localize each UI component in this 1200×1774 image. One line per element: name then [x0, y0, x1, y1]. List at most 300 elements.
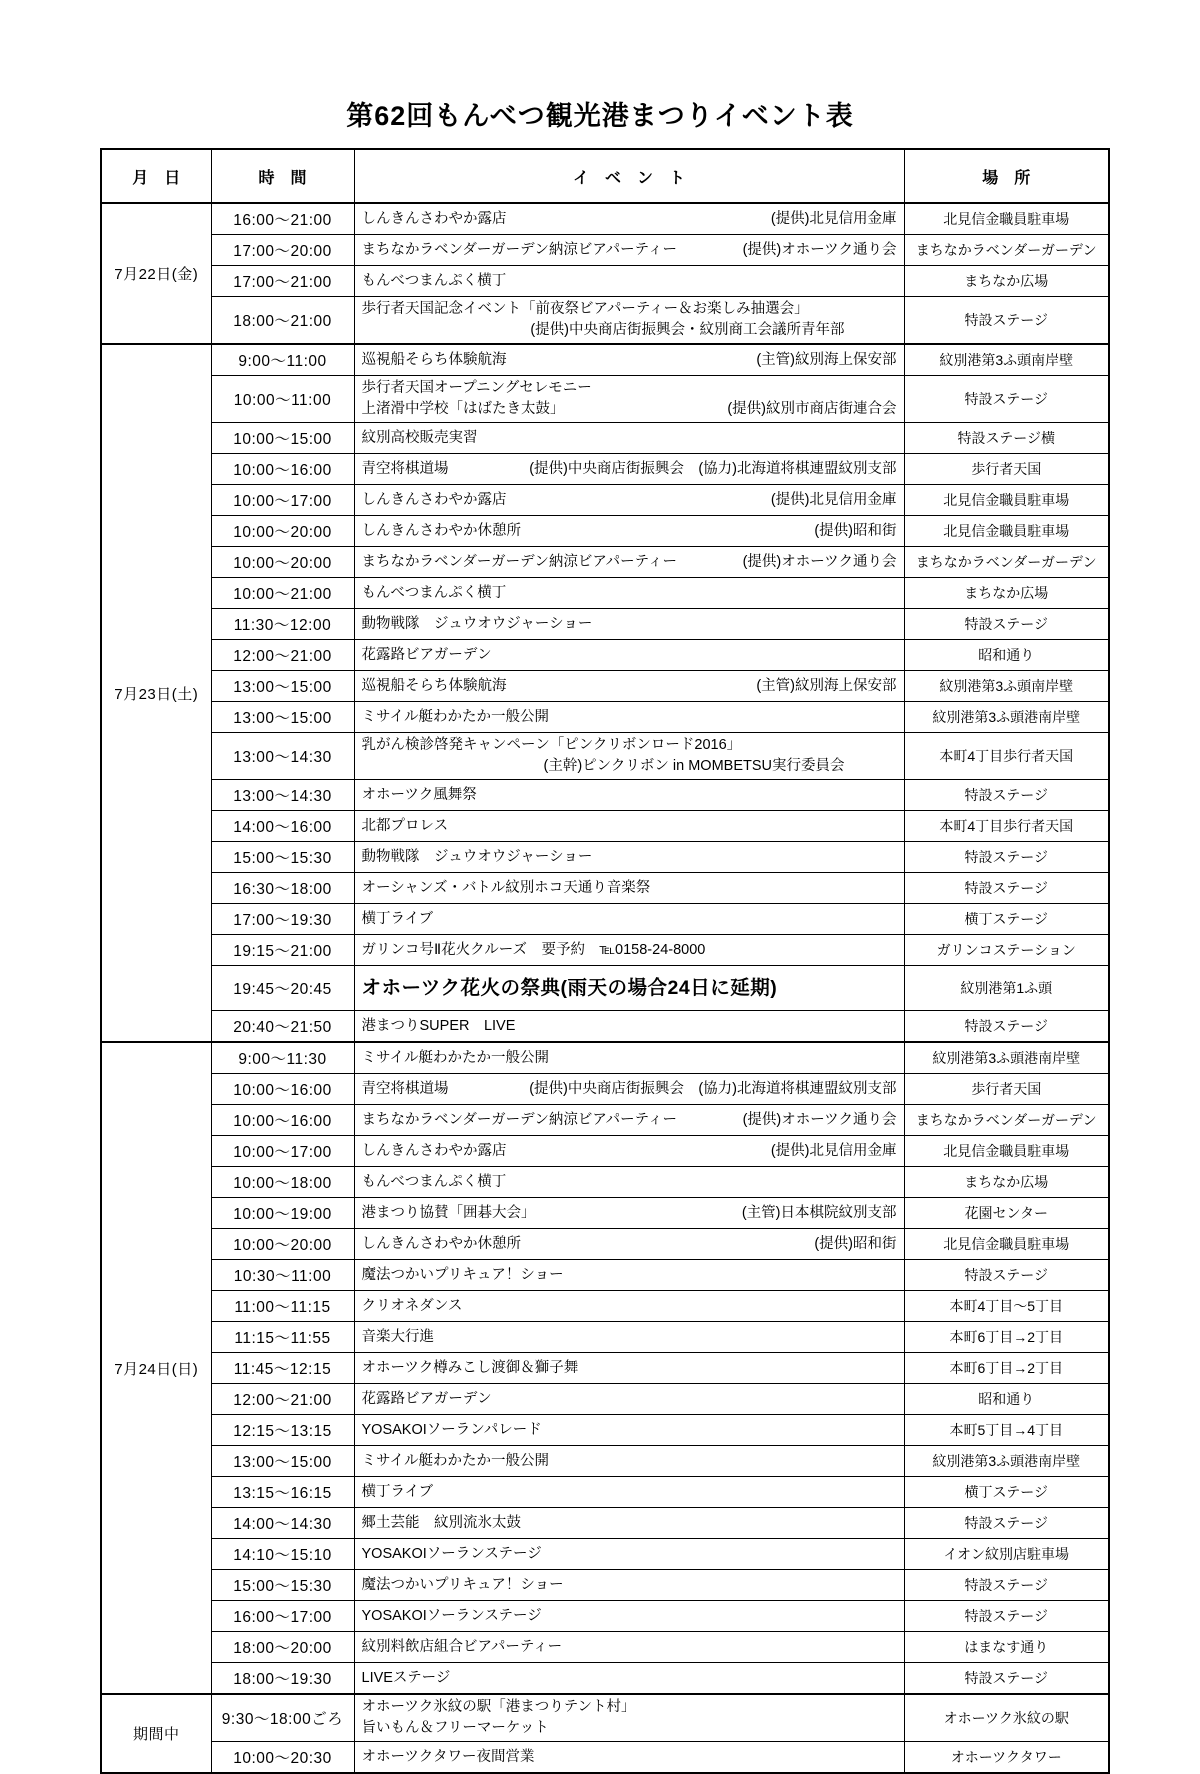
event-line [362, 785, 897, 806]
event-line [362, 1358, 897, 1379]
event-line [362, 521, 897, 542]
event-provider: (提供)中央商店街振興会 (協力)北海道将棋連盟紋別支部 [529, 1080, 897, 1097]
schedule-row [101, 1663, 1109, 1695]
place-cell: まちなかラベンダーガーデン [904, 235, 1109, 266]
event-line [362, 1141, 897, 1162]
schedule-row [101, 1198, 1109, 1229]
table-header-row [101, 149, 1109, 203]
event-name: オーシャンズ・バトル紋別ホコ天通り音楽祭 [361, 879, 651, 896]
event-provider: (主管)日本棋院紋別支部 [741, 1204, 897, 1221]
time-cell: 11:15～11:55 [211, 1322, 354, 1353]
schedule-row [101, 1042, 1109, 1074]
place-cell: 本町6丁目→2丁目 [904, 1353, 1109, 1384]
event-cell [354, 1477, 904, 1508]
schedule-row [101, 1229, 1109, 1260]
time-cell: 10:00～18:00 [211, 1167, 354, 1198]
time-cell: 17:00～20:00 [211, 235, 354, 266]
schedule-row [101, 1074, 1109, 1105]
page-title: 第62回もんべつ観光港まつりイベント表 [346, 101, 854, 131]
schedule-row [101, 485, 1109, 516]
event-cell [354, 344, 904, 376]
event-name: YOSAKOIソーランステージ [361, 1607, 542, 1624]
place-cell: 本町4丁目歩行者天国 [904, 811, 1109, 842]
event-name: しんきんさわやか休憩所 [361, 522, 521, 539]
place-cell: オホーツクタワー [904, 1742, 1109, 1774]
event-provider: (主管)紋別海上保安部 [756, 351, 897, 368]
time-cell: 18:00～21:00 [211, 297, 354, 345]
time-cell: 15:00～15:30 [211, 1570, 354, 1601]
place-cell: イオン紋別店駐車場 [904, 1539, 1109, 1570]
event-line [362, 1513, 897, 1534]
schedule-row [101, 811, 1109, 842]
event-cell [354, 1384, 904, 1415]
place-cell: 横丁ステージ [904, 904, 1109, 935]
schedule-row [101, 1322, 1109, 1353]
event-cell [354, 966, 904, 1011]
event-line [362, 583, 897, 604]
event-cell [354, 1508, 904, 1539]
event-name: 港まつりSUPER LIVE [361, 1017, 516, 1034]
event-name: まちなかラベンダーガーデン納涼ビアパーティー [361, 553, 678, 570]
event-cell [354, 609, 904, 640]
schedule-row [101, 1446, 1109, 1477]
event-cell [354, 1353, 904, 1384]
time-cell: 13:15～16:15 [211, 1477, 354, 1508]
event-provider: (提供)昭和街 [814, 1235, 897, 1252]
event-name: オホーツク風舞祭 [361, 786, 477, 803]
event-name: 郷土芸能 紋別流氷太鼓 [361, 1514, 521, 1531]
event-cell [354, 1074, 904, 1105]
schedule-row [101, 516, 1109, 547]
time-cell: 17:00～21:00 [211, 266, 354, 297]
date-cell: 7月22日(金) [101, 203, 211, 344]
event-line [362, 1697, 897, 1718]
event-provider: (提供)中央商店街振興会 (協力)北海道将棋連盟紋別支部 [529, 460, 897, 477]
time-cell: 9:30～18:00ごろ [211, 1694, 354, 1742]
place-cell: まちなか広場 [904, 578, 1109, 609]
event-provider: (提供)北見信用金庫 [770, 1142, 897, 1159]
time-cell: 10:00～17:00 [211, 1136, 354, 1167]
event-name: 歩行者天国オープニングセレモニー [361, 380, 592, 396]
event-name: まちなかラベンダーガーデン納涼ビアパーティー [361, 1111, 678, 1128]
place-cell: 北見信金職員駐車場 [904, 1136, 1109, 1167]
place-cell: 昭和通り [904, 1384, 1109, 1415]
time-cell: 19:45～20:45 [211, 966, 354, 1011]
schedule-row [101, 1508, 1109, 1539]
time-cell: 10:00～20:00 [211, 516, 354, 547]
time-cell: 16:00～17:00 [211, 1601, 354, 1632]
place-cell: 北見信金職員駐車場 [904, 485, 1109, 516]
schedule-row [101, 1167, 1109, 1198]
place-cell: 紋別港第1ふ頭 [904, 966, 1109, 1011]
date-cell: 期間中 [101, 1694, 211, 1773]
place-cell: 特設ステージ [904, 1508, 1109, 1539]
event-cell [354, 733, 904, 780]
schedule-row [101, 1136, 1109, 1167]
col-header-event: イ ベ ン ト [354, 149, 904, 203]
event-name: オホーツク花火の祭典(雨天の場合24日に延期) [361, 977, 778, 999]
time-cell: 18:00～19:30 [211, 1663, 354, 1695]
event-cell [354, 702, 904, 733]
time-cell: 16:30～18:00 [211, 873, 354, 904]
schedule-row [101, 966, 1109, 1011]
event-line [362, 676, 897, 697]
event-cell [354, 671, 904, 702]
time-cell: 10:00～20:30 [211, 1742, 354, 1774]
place-cell: まちなかラベンダーガーデン [904, 1105, 1109, 1136]
col-header-place: 場 所 [904, 149, 1109, 203]
event-cell [354, 842, 904, 873]
col-header-time: 時 間 [211, 149, 354, 203]
event-line [362, 209, 897, 230]
event-line [362, 940, 897, 961]
time-cell: 11:45～12:15 [211, 1353, 354, 1384]
event-name: 音楽大行進 [361, 1328, 434, 1345]
schedule-row [101, 1539, 1109, 1570]
schedule-row [101, 1353, 1109, 1384]
event-line [362, 350, 897, 371]
event-name: 旨いもん＆フリーマーケット [361, 1720, 549, 1736]
time-cell: 19:15～21:00 [211, 935, 354, 966]
event-cell [354, 1198, 904, 1229]
place-cell: 昭和通り [904, 640, 1109, 671]
event-name: ガリンコ号Ⅱ花火クルーズ 要予約 ℡0158-24-8000 [361, 941, 706, 958]
time-cell: 10:00～16:00 [211, 1074, 354, 1105]
time-cell: 13:00～15:00 [211, 1446, 354, 1477]
event-name: YOSAKOIソーランステージ [361, 1545, 542, 1562]
place-cell: 北見信金職員駐車場 [904, 203, 1109, 235]
event-line [362, 299, 897, 320]
event-name: ミサイル艇わかたか一般公開 [361, 708, 549, 725]
place-cell: 特設ステージ [904, 297, 1109, 345]
event-cell [354, 203, 904, 235]
event-cell [354, 1742, 904, 1774]
event-name: 青空将棋道場 [361, 1080, 449, 1097]
schedule-row [101, 640, 1109, 671]
event-line [362, 1482, 897, 1503]
time-cell: 14:00～16:00 [211, 811, 354, 842]
event-cell [354, 1042, 904, 1074]
event-schedule-table [100, 148, 1110, 1774]
schedule-row [101, 235, 1109, 266]
event-name: 上渚滑中学校「はばたき太鼓」 [361, 401, 565, 417]
event-name: 青空将棋道場 [361, 460, 449, 477]
event-line [362, 1203, 897, 1224]
schedule-row [101, 1011, 1109, 1043]
event-cell [354, 904, 904, 935]
schedule-row [101, 297, 1109, 345]
place-cell: 特設ステージ [904, 873, 1109, 904]
time-cell: 10:30～11:00 [211, 1260, 354, 1291]
event-line [362, 1747, 897, 1768]
schedule-row [101, 1291, 1109, 1322]
event-name: もんべつまんぷく横丁 [361, 272, 507, 289]
event-line [362, 1718, 897, 1739]
place-cell: まちなかラベンダーガーデン [904, 547, 1109, 578]
place-cell: 紋別港第3ふ頭南岸壁 [904, 671, 1109, 702]
place-cell: 紋別港第3ふ頭港南岸壁 [904, 1446, 1109, 1477]
event-cell [354, 1260, 904, 1291]
schedule-row [101, 454, 1109, 485]
event-line [362, 1420, 897, 1441]
event-cell [354, 1663, 904, 1695]
time-cell: 11:30～12:00 [211, 609, 354, 640]
event-line [362, 320, 897, 341]
event-cell [354, 235, 904, 266]
event-cell [354, 1291, 904, 1322]
time-cell: 9:00～11:30 [211, 1042, 354, 1074]
event-name: もんべつまんぷく横丁 [361, 1173, 507, 1190]
schedule-row [101, 1570, 1109, 1601]
event-cell [354, 1539, 904, 1570]
time-cell: 10:00～16:00 [211, 1105, 354, 1136]
schedule-row [101, 935, 1109, 966]
event-cell [354, 578, 904, 609]
time-cell: 12:15～13:15 [211, 1415, 354, 1446]
event-line [362, 645, 897, 666]
place-cell: 紋別港第3ふ頭港南岸壁 [904, 1042, 1109, 1074]
event-name: 花露路ビアガーデン [361, 1390, 492, 1407]
time-cell: 10:00～15:00 [211, 423, 354, 454]
time-cell: 10:00～16:00 [211, 454, 354, 485]
time-cell: 20:40～21:50 [211, 1011, 354, 1043]
time-cell: 18:00～20:00 [211, 1632, 354, 1663]
event-line [362, 1016, 897, 1037]
event-name: 動物戦隊 ジュウオウジャーショー [361, 615, 593, 632]
event-cell [354, 1136, 904, 1167]
event-provider: (提供)紋別市商店街連合会 [727, 401, 897, 417]
event-line [362, 1451, 897, 1472]
event-cell [354, 873, 904, 904]
event-provider: (提供)昭和街 [814, 522, 897, 539]
event-name: オホーツク樽みこし渡御＆獅子舞 [361, 1359, 579, 1376]
schedule-row [101, 842, 1109, 873]
event-provider: (提供)オホーツク通り会 [742, 1111, 897, 1128]
event-name: ミサイル艇わかたか一般公開 [361, 1049, 549, 1066]
event-cell [354, 811, 904, 842]
event-line [362, 428, 897, 449]
time-cell: 10:00～11:00 [211, 376, 354, 423]
event-name: 巡視船そらち体験航海 [361, 351, 507, 368]
event-cell [354, 423, 904, 454]
place-cell: 特設ステージ [904, 609, 1109, 640]
event-line [362, 1172, 897, 1193]
time-cell: 10:00～20:00 [211, 1229, 354, 1260]
event-name: しんきんさわやか休憩所 [361, 1235, 521, 1252]
time-cell: 10:00～17:00 [211, 485, 354, 516]
event-line [362, 1048, 897, 1069]
time-cell: 10:00～21:00 [211, 578, 354, 609]
time-cell: 11:00～11:15 [211, 1291, 354, 1322]
time-cell: 13:00～14:30 [211, 733, 354, 780]
event-cell [354, 640, 904, 671]
event-line [362, 399, 897, 420]
schedule-row [101, 1105, 1109, 1136]
place-cell: まちなか広場 [904, 266, 1109, 297]
place-cell: 花園センター [904, 1198, 1109, 1229]
schedule-row [101, 376, 1109, 423]
place-cell: 本町4丁目歩行者天国 [904, 733, 1109, 780]
event-cell [354, 516, 904, 547]
event-provider: (主幹)ピンクリボン in MOMBETSU実行委員会 [543, 758, 845, 774]
event-name: ミサイル艇わかたか一般公開 [361, 1452, 549, 1469]
place-cell: 特設ステージ [904, 376, 1109, 423]
place-cell: はまなす通り [904, 1632, 1109, 1663]
event-line [362, 707, 897, 728]
event-line [362, 1637, 897, 1658]
event-name: まちなかラベンダーガーデン納涼ビアパーティー [361, 241, 678, 258]
time-cell: 12:00～21:00 [211, 640, 354, 671]
place-cell: 紋別港第3ふ頭南岸壁 [904, 344, 1109, 376]
event-provider: (提供)北見信用金庫 [770, 491, 897, 508]
event-cell [354, 1415, 904, 1446]
place-cell: 特設ステージ [904, 1260, 1109, 1291]
event-name: 紋別料飲店組合ビアパーティー [361, 1638, 563, 1655]
schedule-row [101, 1742, 1109, 1774]
schedule-row [101, 1632, 1109, 1663]
time-cell: 14:10～15:10 [211, 1539, 354, 1570]
place-cell: 特設ステージ [904, 1601, 1109, 1632]
time-cell: 9:00～11:00 [211, 344, 354, 376]
place-cell: 特設ステージ [904, 1570, 1109, 1601]
event-name: しんきんさわやか露店 [361, 491, 507, 508]
event-name: 花露路ビアガーデン [361, 646, 492, 663]
place-cell: 特設ステージ横 [904, 423, 1109, 454]
place-cell: 横丁ステージ [904, 1477, 1109, 1508]
event-cell [354, 485, 904, 516]
event-cell [354, 1632, 904, 1663]
event-cell [354, 1694, 904, 1742]
event-name: YOSAKOIソーランパレード [361, 1421, 542, 1438]
schedule-row [101, 266, 1109, 297]
schedule-row [101, 203, 1109, 235]
schedule-row [101, 780, 1109, 811]
event-line [362, 968, 897, 1008]
event-cell [354, 1446, 904, 1477]
place-cell: 本町6丁目→2丁目 [904, 1322, 1109, 1353]
event-line [362, 816, 897, 837]
time-cell: 10:00～20:00 [211, 547, 354, 578]
event-cell [354, 935, 904, 966]
event-cell [354, 297, 904, 345]
event-name: クリオネダンス [361, 1297, 463, 1314]
schedule-row [101, 873, 1109, 904]
time-cell: 15:00～15:30 [211, 842, 354, 873]
time-cell: 16:00～21:00 [211, 203, 354, 235]
event-cell [354, 454, 904, 485]
event-cell [354, 1167, 904, 1198]
schedule-row [101, 423, 1109, 454]
event-name: しんきんさわやか露店 [361, 210, 507, 227]
schedule-row [101, 671, 1109, 702]
event-name: 港まつり協賛「囲碁大会」 [361, 1204, 536, 1221]
event-name: 動物戦隊 ジュウオウジャーショー [361, 848, 593, 865]
place-cell: 特設ステージ [904, 1011, 1109, 1043]
event-name: 北都プロレス [361, 817, 449, 834]
date-cell: 7月23日(土) [101, 344, 211, 1042]
event-line [362, 490, 897, 511]
schedule-row [101, 1601, 1109, 1632]
event-cell [354, 1322, 904, 1353]
time-cell: 17:00～19:30 [211, 904, 354, 935]
event-line [362, 878, 897, 899]
event-line [362, 378, 897, 399]
event-line [362, 1079, 897, 1100]
event-line [362, 1389, 897, 1410]
col-header-date: 月 日 [101, 149, 211, 203]
place-cell: 本町4丁目～5丁目 [904, 1291, 1109, 1322]
schedule-body [101, 203, 1109, 1773]
event-line [362, 909, 897, 930]
schedule-row [101, 904, 1109, 935]
schedule-row [101, 1384, 1109, 1415]
event-name: オホーツクタワー夜間営業 [361, 1748, 535, 1765]
place-cell: オホーツク氷紋の駅 [904, 1694, 1109, 1742]
event-provider: (主管)紋別海上保安部 [756, 677, 897, 694]
schedule-row [101, 547, 1109, 578]
event-line [362, 240, 897, 261]
event-provider: (提供)オホーツク通り会 [742, 241, 897, 258]
event-line [362, 1234, 897, 1255]
event-provider: (提供)中央商店街振興会・紋別商工会議所青年部 [530, 322, 845, 338]
place-cell: 北見信金職員駐車場 [904, 516, 1109, 547]
place-cell: 特設ステージ [904, 1663, 1109, 1695]
time-cell: 13:00～15:00 [211, 702, 354, 733]
place-cell: ガリンコステーション [904, 935, 1109, 966]
place-cell: 特設ステージ [904, 842, 1109, 873]
schedule-row [101, 578, 1109, 609]
place-cell: 北見信金職員駐車場 [904, 1229, 1109, 1260]
time-cell: 14:00～14:30 [211, 1508, 354, 1539]
date-cell: 7月24日(日) [101, 1042, 211, 1694]
event-name: 乳がん検診啓発キャンペーン「ピンクリボンロード2016」 [361, 737, 742, 753]
event-name: 紋別高校販売実習 [361, 429, 478, 446]
event-name: 巡視船そらち体験航海 [361, 677, 507, 694]
schedule-row [101, 733, 1109, 780]
time-cell: 13:00～15:00 [211, 671, 354, 702]
event-name: もんべつまんぷく横丁 [361, 584, 507, 601]
event-line [362, 1606, 897, 1627]
schedule-row [101, 1415, 1109, 1446]
event-name: 魔法つかいプリキュア！ショー [361, 1266, 564, 1283]
place-cell: 紋別港第3ふ頭港南岸壁 [904, 702, 1109, 733]
event-line [362, 847, 897, 868]
event-line [362, 459, 897, 480]
place-cell: 特設ステージ [904, 780, 1109, 811]
event-line [362, 735, 897, 756]
event-cell [354, 1105, 904, 1136]
event-line [362, 1110, 897, 1131]
event-line [362, 1668, 897, 1689]
schedule-row [101, 702, 1109, 733]
event-line [362, 552, 897, 573]
event-cell [354, 1601, 904, 1632]
event-line [362, 271, 897, 292]
event-line [362, 1296, 897, 1317]
event-name: しんきんさわやか露店 [361, 1142, 507, 1159]
event-name: 横丁ライブ [361, 1483, 434, 1500]
schedule-row [101, 609, 1109, 640]
place-cell: 本町5丁目→4丁目 [904, 1415, 1109, 1446]
event-line [362, 1544, 897, 1565]
event-cell [354, 266, 904, 297]
event-provider: (提供)北見信用金庫 [770, 210, 897, 227]
event-name: 横丁ライブ [361, 910, 434, 927]
event-name: オホーツク氷紋の駅「港まつりテント村」 [361, 1699, 636, 1715]
event-line [362, 1265, 897, 1286]
time-cell: 13:00～14:30 [211, 780, 354, 811]
place-cell: 歩行者天国 [904, 454, 1109, 485]
